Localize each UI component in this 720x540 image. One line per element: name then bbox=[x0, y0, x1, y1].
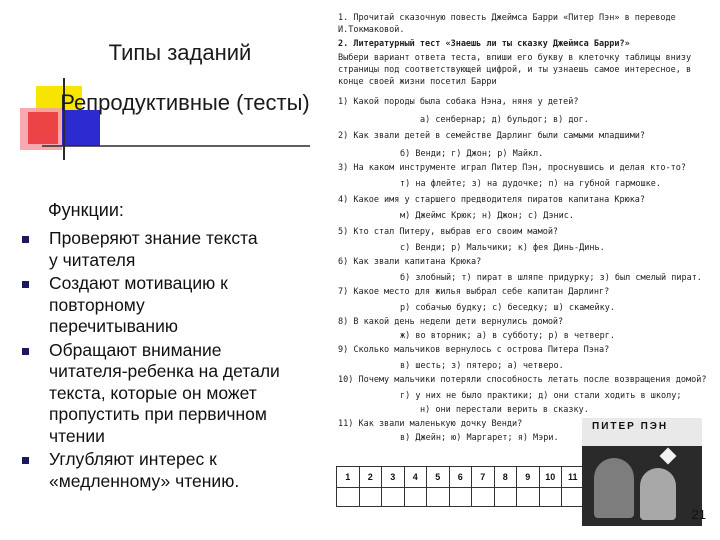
question-text: 1) Какой породы была собака Нэна, няня у детей? bbox=[338, 97, 579, 107]
worksheet-intro-line: 2. Литературный тест «Знаешь ли ты сказку Джеймса Барри?» bbox=[338, 39, 630, 49]
answer-cell bbox=[449, 488, 472, 507]
question-text: 9) Сколько мальчиков вернулось с острова Питера Пэна? bbox=[338, 345, 610, 355]
bullet-item bbox=[22, 340, 322, 448]
answer-number: 7 bbox=[472, 467, 495, 488]
worksheet-intro-line: Выбери вариант ответа теста, впиши его букву в клеточку таблицы внизу страницы под соответствующей цифрой, и ты узнаешь самое интересное, в конце своей жизни посетил Барри bbox=[338, 53, 692, 87]
answer-number: 11 bbox=[562, 467, 585, 488]
answer-cell bbox=[472, 488, 495, 507]
answer-cell bbox=[404, 488, 427, 507]
answer-options: а) сенбернар; д) бульдог; в) дог. bbox=[420, 115, 589, 125]
question-text: 3) На каком инструменте играл Питер Пэн, проснувшись и делая кто-то? bbox=[338, 163, 686, 173]
bullet-square-icon bbox=[22, 281, 29, 288]
answer-cell bbox=[494, 488, 517, 507]
answer-number: 5 bbox=[427, 467, 450, 488]
star-icon bbox=[660, 448, 677, 465]
answer-options: в) Джейн; ю) Маргарет; я) Мэри. bbox=[400, 433, 559, 443]
answer-options: н) они перестали верить в сказку. bbox=[420, 405, 589, 415]
answer-cell bbox=[539, 488, 562, 507]
question-text: 5) Кто стал Питеру, выбрав его своим мамой? bbox=[338, 227, 559, 237]
question-text: 6) Как звали капитана Крюка? bbox=[338, 257, 482, 267]
question-text: 8) В какой день недели дети вернулись домой? bbox=[338, 317, 564, 327]
slide-subtitle: Репродуктивные (тесты) bbox=[60, 90, 310, 115]
book-figure bbox=[594, 458, 634, 518]
answer-cell bbox=[517, 488, 540, 507]
answer-options: т) на флейте; з) на дудочке; п) на губной гармошке. bbox=[400, 179, 661, 189]
bullet-text: Обращают внимание читателя-ребенка на детали текста, которые он может пропустить при первичном чтении bbox=[49, 339, 280, 446]
answer-options: ж) во вторник; а) в субботу; р) в четверг. bbox=[400, 331, 615, 341]
answer-cell bbox=[562, 488, 585, 507]
answer-cell bbox=[382, 488, 405, 507]
answer-options: г) у них не было практики; д) они стали ходить в школу; bbox=[400, 391, 682, 401]
bullet-square-icon bbox=[22, 457, 29, 464]
question-text: 7) Какое место для жилья выбрал себе капитан Дарлинг? bbox=[338, 287, 610, 297]
answer-number: 3 bbox=[382, 467, 405, 488]
bullet-text: Углубляют интерес к «медленному» чтению. bbox=[49, 449, 240, 491]
bullet-text: Проверяют знание текста у читателя bbox=[49, 228, 258, 270]
bullet-square-icon bbox=[22, 348, 29, 355]
answer-number: 4 bbox=[404, 467, 427, 488]
question-text: 11) Как звали маленькую дочку Венди? bbox=[338, 419, 523, 429]
red-gradient-square bbox=[28, 112, 58, 144]
answer-cell bbox=[359, 488, 382, 507]
book-title: ПИТЕР ПЭН bbox=[592, 421, 669, 432]
bullet-text: Создают мотивацию к повторному перечитыванию bbox=[49, 273, 228, 336]
question-text: 10) Почему мальчики потеряли способность летать после возвращения домой? bbox=[338, 375, 707, 385]
answer-options: б) злобный; т) пират в шляпе придурку; з) был смелый пират. bbox=[400, 273, 702, 283]
answer-number: 1 bbox=[337, 467, 360, 488]
slide-title: Типы заданий bbox=[108, 40, 252, 65]
answer-number: 6 bbox=[449, 467, 472, 488]
answer-table-blank-row bbox=[337, 488, 585, 507]
bullet-item bbox=[22, 228, 322, 271]
answer-cell bbox=[337, 488, 360, 507]
answer-number: 10 bbox=[539, 467, 562, 488]
functions-label: Функции: bbox=[48, 200, 124, 220]
worksheet-intro-line: 1. Прочитай сказочную повесть Джеймса Барри «Питер Пэн» в переводе И.Токмаковой. bbox=[338, 13, 676, 35]
answer-options: в) шесть; з) пятеро; а) четверо. bbox=[400, 361, 564, 371]
answer-cell bbox=[427, 488, 450, 507]
page-number: 21 bbox=[691, 507, 706, 522]
answer-number: 2 bbox=[359, 467, 382, 488]
question-text: 4) Какое имя у старшего предводителя пиратов капитана Крюка? bbox=[338, 195, 646, 205]
worksheet-intro bbox=[338, 12, 698, 88]
answer-options: с) Венди; р) Мальчики; к) фея Динь-Динь. bbox=[400, 243, 605, 253]
answer-options: м) Джеймс Крюк; н) Джон; с) Дэнис. bbox=[400, 211, 574, 221]
answer-number: 8 bbox=[494, 467, 517, 488]
bullet-list bbox=[22, 228, 322, 494]
bullet-square-icon bbox=[22, 236, 29, 243]
answer-table-header-row bbox=[337, 467, 585, 488]
decorative-squares bbox=[0, 0, 340, 170]
question-text: 2) Как звали детей в семействе Дарлинг были самыми младшими? bbox=[338, 131, 646, 141]
bullet-item bbox=[22, 449, 322, 492]
answer-options: б) Венди; г) Джон; р) Майкл. bbox=[400, 149, 544, 159]
answer-options: р) собачью будку; с) беседку; ш) скамейку. bbox=[400, 303, 615, 313]
bullet-item bbox=[22, 273, 322, 338]
book-cover-image bbox=[582, 418, 702, 526]
answer-table bbox=[336, 466, 585, 507]
book-figure bbox=[640, 468, 676, 520]
answer-number: 9 bbox=[517, 467, 540, 488]
